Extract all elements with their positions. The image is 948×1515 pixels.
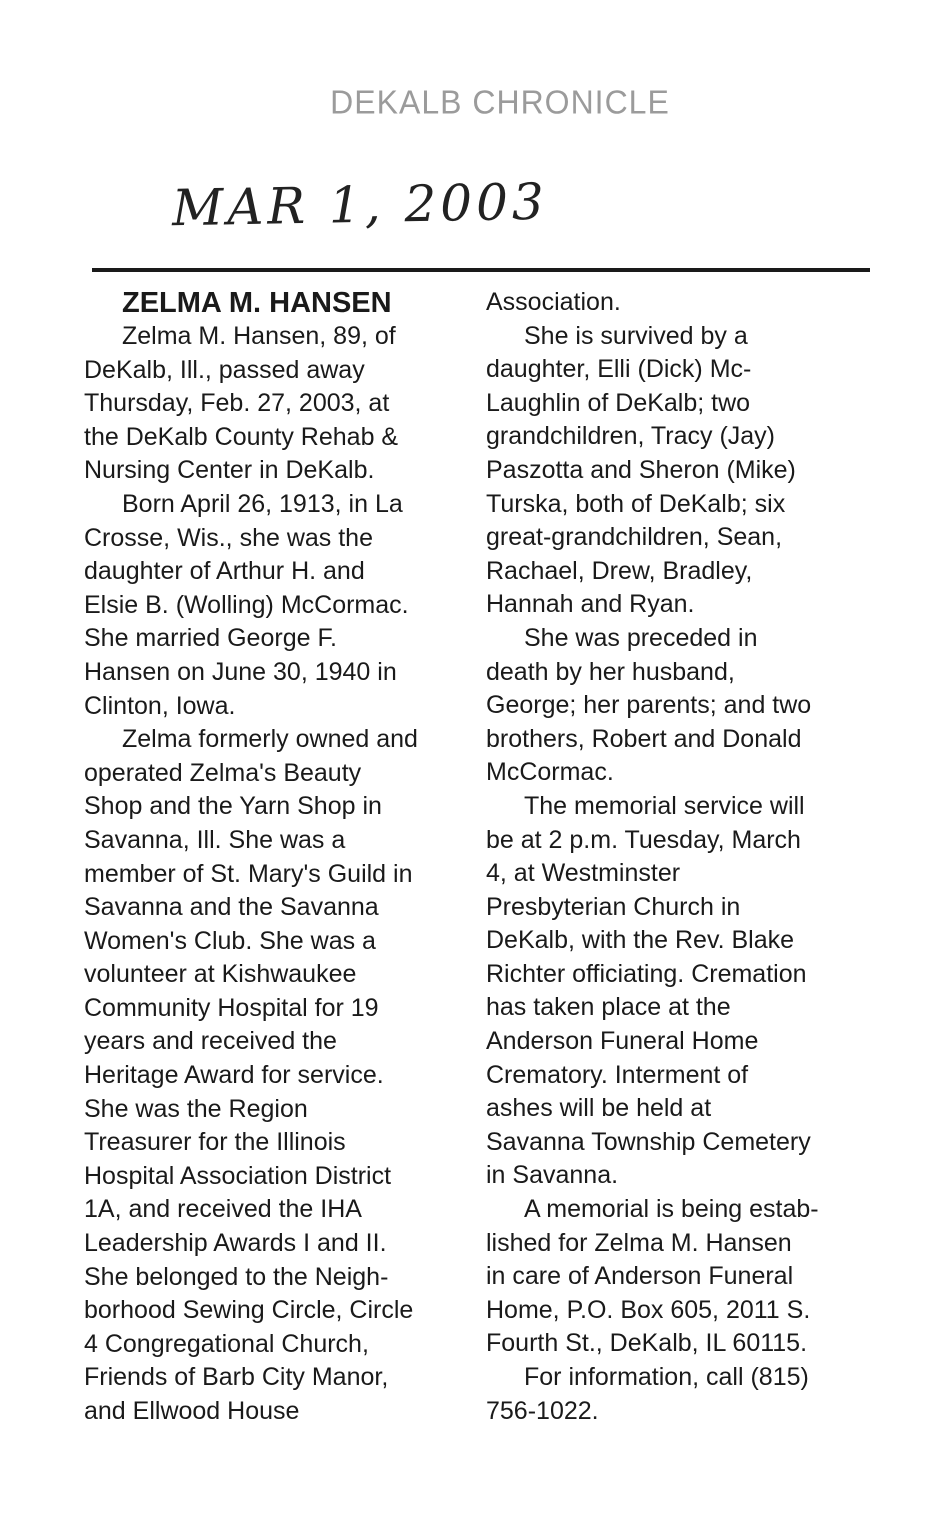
article-right-column xyxy=(486,286,870,1428)
article-text-line: Hansen on June 30, 1940 in xyxy=(84,657,397,686)
article-text-line: 4, at Westminster xyxy=(486,859,681,888)
article-text-line: She is survived by a xyxy=(524,321,748,350)
article-text-line: Elsie B. (Wolling) McCormac. xyxy=(84,590,409,619)
article-text-line: daughter, Elli (Dick) Mc- xyxy=(486,355,752,384)
article-text-line: Turska, both of DeKalb; six xyxy=(486,489,786,518)
article-text-line: ashes will be held at xyxy=(486,1094,712,1123)
article-text-line: Zelma formerly owned and xyxy=(122,725,418,754)
article-text-line: grandchildren, Tracy (Jay) xyxy=(486,422,776,451)
article-text-line: and Ellwood House xyxy=(84,1397,300,1425)
article-text-line: DeKalb, with the Rev. Blake xyxy=(486,926,795,955)
article-text-line: Friends of Barb City Manor, xyxy=(84,1363,389,1392)
article-text-line: Richter officiating. Cremation xyxy=(486,959,807,988)
article-text-line: Savanna and the Savanna xyxy=(84,893,379,922)
article-text-line: brothers, Robert and Donald xyxy=(486,724,802,753)
article-text-line: George; her parents; and two xyxy=(486,691,812,720)
header-rule xyxy=(92,268,870,272)
article-text-line: Association. xyxy=(486,288,621,316)
article-text-line: in Savanna. xyxy=(486,1161,619,1190)
article-text-line: Zelma M. Hansen, 89, of xyxy=(122,322,396,350)
article-text-line: 756-1022. xyxy=(486,1396,599,1425)
article-text-line: 1A, and received the IHA xyxy=(84,1195,362,1224)
article-text-line: Crosse, Wis., she was the xyxy=(84,523,373,552)
article-text-line: Treasurer for the Illinois xyxy=(84,1128,346,1157)
article-text-line: be at 2 p.m. Tuesday, March xyxy=(486,825,801,854)
article-text-line: Born April 26, 1913, in La xyxy=(122,489,403,518)
article-text-line: member of St. Mary's Guild in xyxy=(84,859,413,888)
article-text-line: Hannah and Ryan. xyxy=(486,590,695,619)
article-headline: ZELMA M. HANSEN xyxy=(122,287,392,319)
article-text-line: Presbyterian Church in xyxy=(486,892,741,921)
article-text-line: Anderson Funeral Home xyxy=(486,1027,759,1056)
article-text-line: The memorial service will xyxy=(524,791,805,820)
article-left-column xyxy=(84,286,468,1429)
article-text-line: Shop and the Yarn Shop in xyxy=(84,792,382,821)
article-text-line: borhood Sewing Circle, Circle xyxy=(84,1296,414,1325)
article-text-line: has taken place at the xyxy=(486,993,731,1022)
article-text-line: Hospital Association District xyxy=(84,1161,392,1190)
article-text-line: Savanna, Ill. She was a xyxy=(84,825,346,854)
article-text-line: daughter of Arthur H. and xyxy=(84,557,365,586)
article-text-line: Rachael, Drew, Bradley, xyxy=(486,556,753,585)
article-text-line: great-grandchildren, Sean, xyxy=(486,523,783,552)
right-column-text xyxy=(486,286,870,1428)
article-text-line: Clinton, Iowa. xyxy=(84,691,236,720)
article-text-line: Crematory. Interment of xyxy=(486,1060,749,1089)
article-text-line: Paszotta and Sheron (Mike) xyxy=(486,455,796,484)
article-text-line: She married George F. xyxy=(84,624,337,653)
article-text-line: operated Zelma's Beauty xyxy=(84,758,362,787)
article-text-line: Laughlin of DeKalb; two xyxy=(486,388,751,417)
article-text-line: 4 Congregational Church, xyxy=(84,1329,369,1358)
article-text-line: Community Hospital for 19 xyxy=(84,993,379,1022)
article-text-line: Women's Club. She was a xyxy=(84,926,376,955)
article-text-line: Home, P.O. Box 605, 2011 S. xyxy=(486,1295,811,1324)
article-text-line: volunteer at Kishwaukee xyxy=(84,960,357,989)
article-text-line: Heritage Award for service. xyxy=(84,1061,384,1090)
article-text-line: She belonged to the Neigh- xyxy=(84,1262,389,1291)
handwritten-date: MAR 1, 2003 xyxy=(171,172,549,238)
article-text-line: DeKalb, Ill., passed away xyxy=(84,355,365,384)
article-text-line: For information, call (815) xyxy=(524,1363,809,1391)
newspaper-stamp: DEKALB CHRONICLE xyxy=(330,83,670,121)
article-text-line: She was the Region xyxy=(84,1094,308,1123)
article-text-line: Leadership Awards I and II. xyxy=(84,1229,387,1258)
article-text-line: A memorial is being estab- xyxy=(524,1195,819,1224)
article-text-line: in care of Anderson Funeral xyxy=(486,1262,794,1291)
article-text-line: years and received the xyxy=(84,1027,337,1056)
article-text-line: death by her husband, xyxy=(486,657,735,686)
article-text-line: the DeKalb County Rehab & xyxy=(84,422,399,451)
left-column-text xyxy=(84,320,468,1429)
article-text-line: McCormac. xyxy=(486,758,614,787)
article-text-line: Savanna Township Cemetery xyxy=(486,1127,811,1156)
article-text-line: Thursday, Feb. 27, 2003, at xyxy=(84,389,390,418)
article-text-line: Nursing Center in DeKalb. xyxy=(84,456,375,485)
article-text-line: lished for Zelma M. Hansen xyxy=(486,1228,792,1257)
article-text-line: Fourth St., DeKalb, IL 60115. xyxy=(486,1329,808,1358)
article-text-line: She was preceded in xyxy=(524,623,758,652)
